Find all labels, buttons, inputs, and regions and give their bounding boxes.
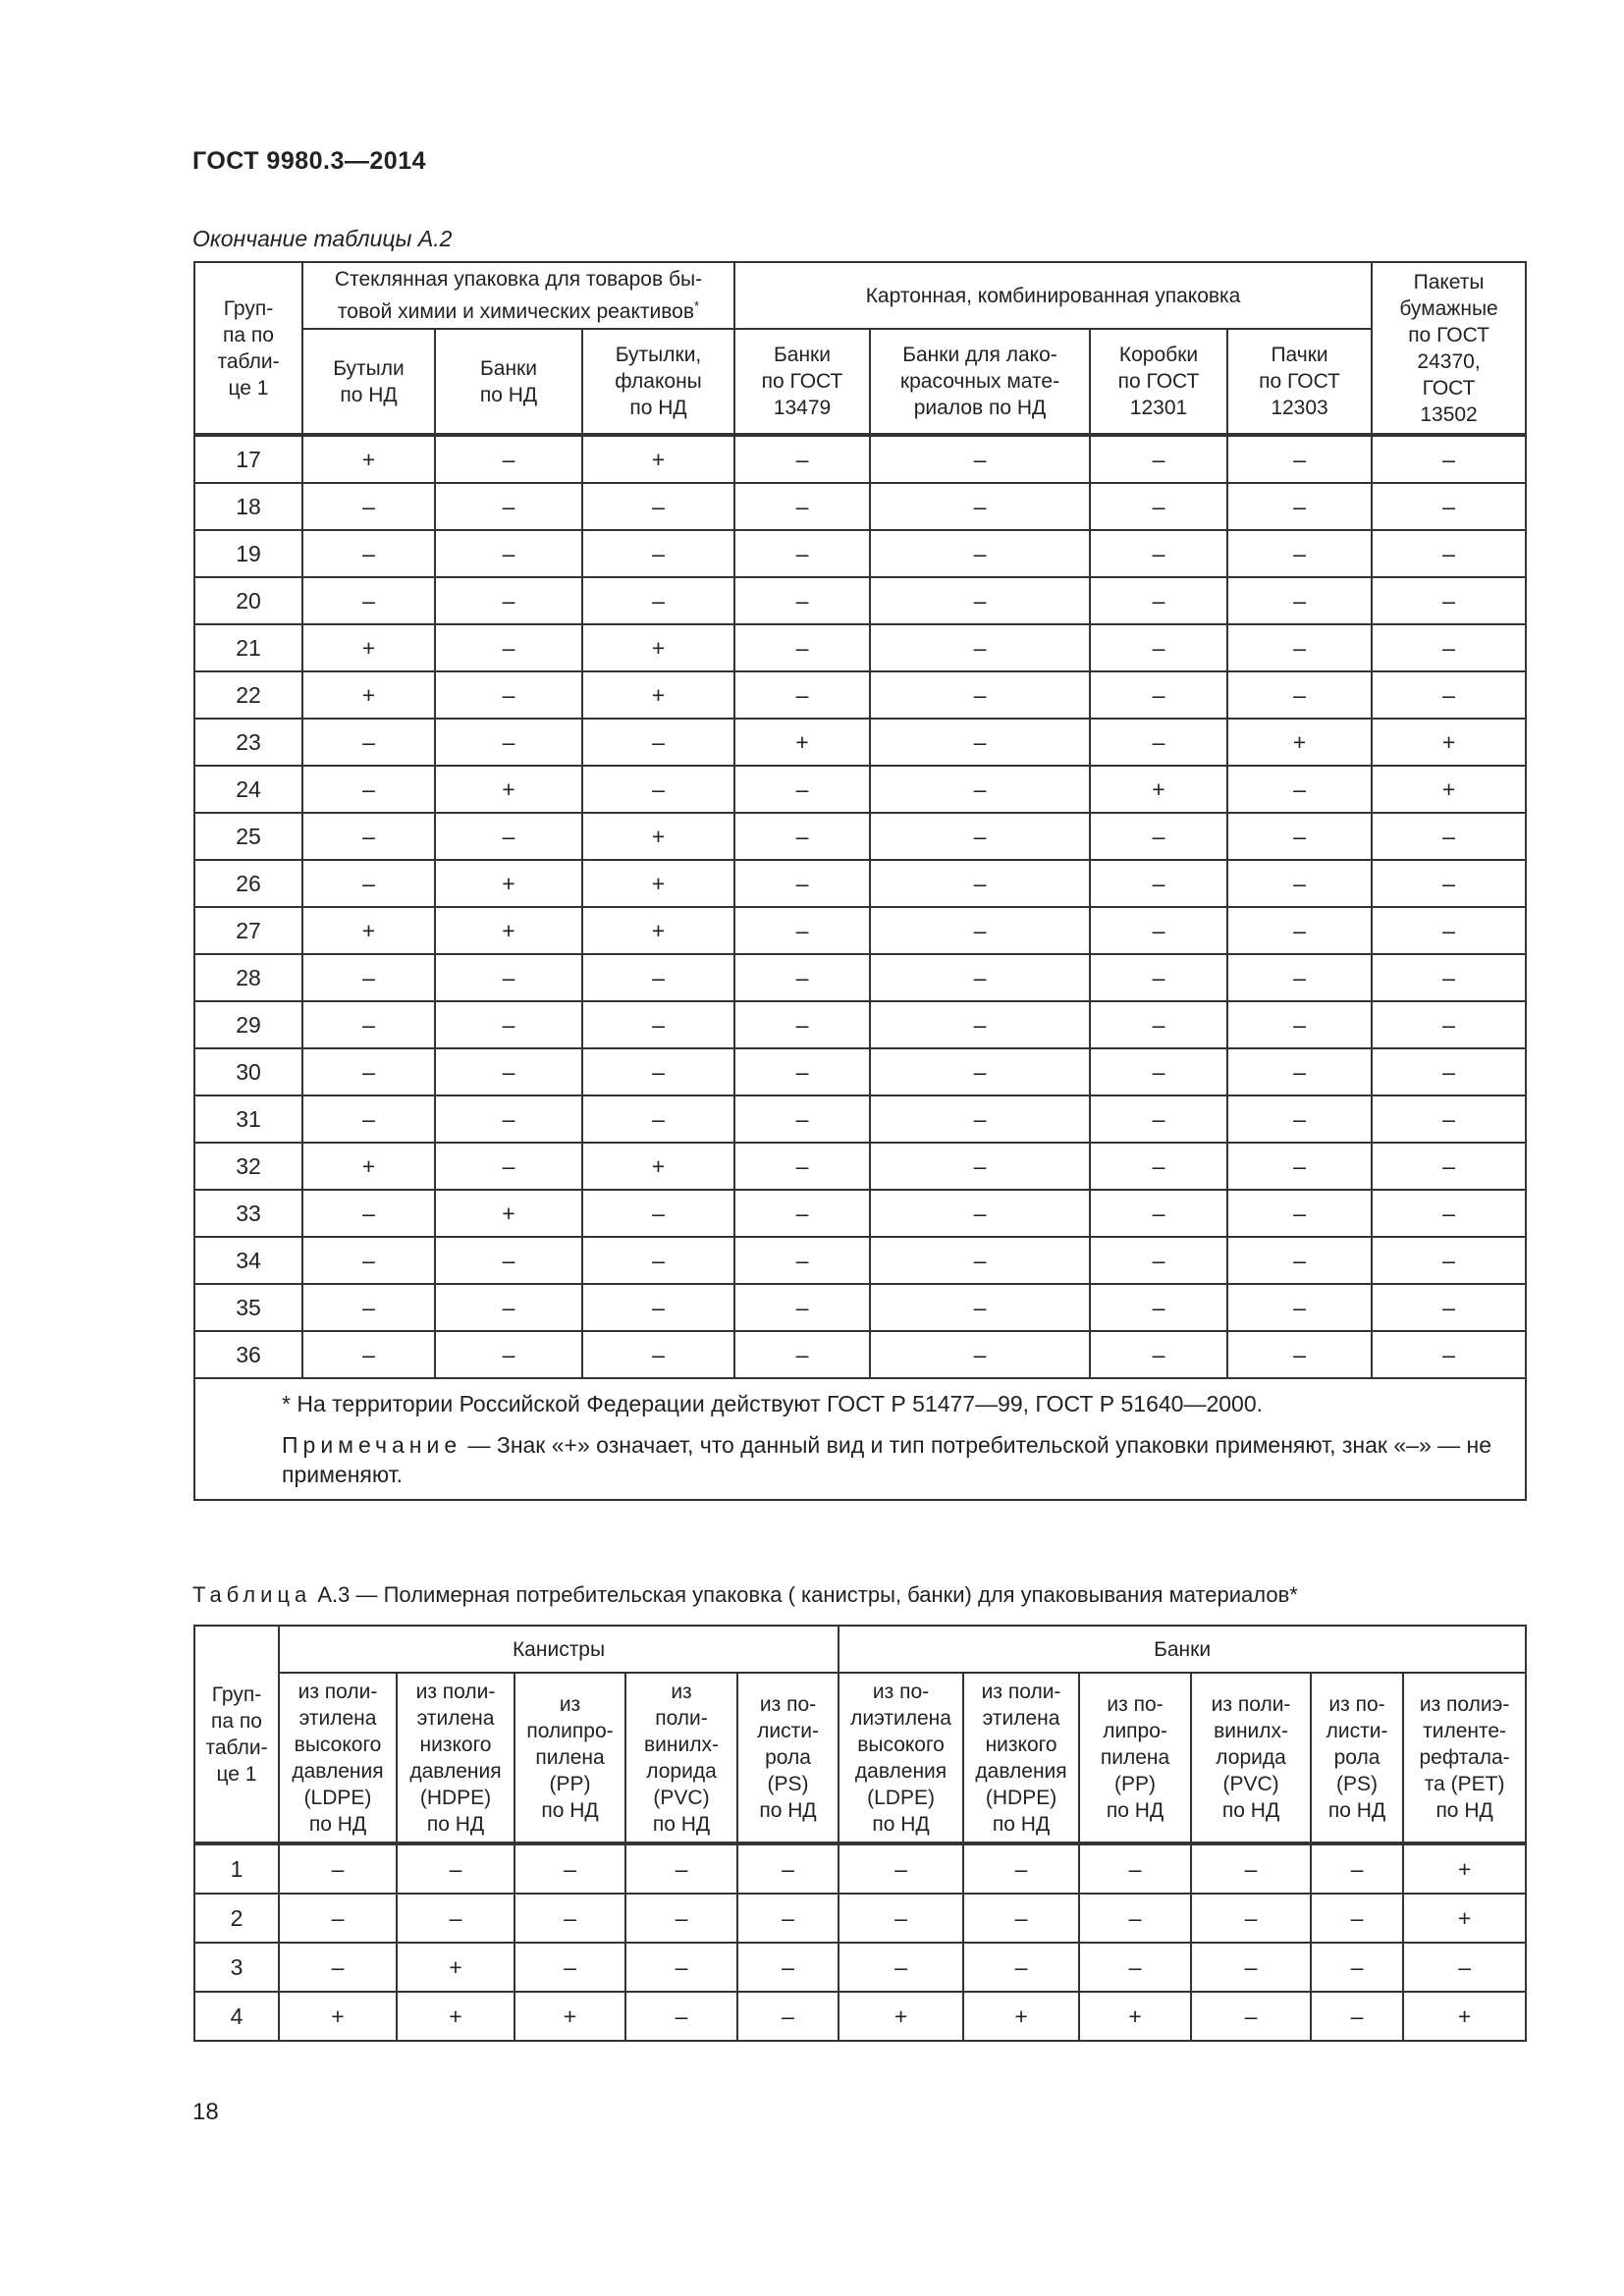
mark-cell: + xyxy=(582,907,734,954)
mark-cell: – xyxy=(1090,907,1227,954)
mark-cell: – xyxy=(1403,1943,1526,1992)
table-row xyxy=(194,1943,1526,1992)
sub-header: Коробки по ГОСТ 12301 xyxy=(1090,329,1227,435)
mark-cell: – xyxy=(435,624,582,671)
mark-cell: – xyxy=(1191,1992,1311,2041)
mark-cell: – xyxy=(870,577,1090,624)
table-row xyxy=(194,624,1526,671)
mark-cell: – xyxy=(1227,1143,1372,1190)
mark-cell: – xyxy=(1311,1992,1403,2041)
mark-cell: – xyxy=(514,1894,625,1943)
table-a2-continuation-title: Окончание таблицы А.2 xyxy=(192,226,453,251)
group-number-cell: 32 xyxy=(194,1143,302,1190)
mark-cell: + xyxy=(302,624,435,671)
mark-cell: – xyxy=(1227,1001,1372,1048)
group-number-cell: 2 xyxy=(194,1894,279,1943)
mark-cell: – xyxy=(435,1284,582,1331)
mark-cell: + xyxy=(397,1992,514,2041)
group-column-header: Груп- па по табли- це 1 xyxy=(194,262,302,435)
table-row xyxy=(194,1001,1526,1048)
mark-cell: – xyxy=(302,577,435,624)
mark-cell: – xyxy=(839,1943,963,1992)
mark-cell: – xyxy=(1372,954,1526,1001)
mark-cell: – xyxy=(1191,1843,1311,1894)
mark-cell: – xyxy=(1090,1284,1227,1331)
group-number-cell: 4 xyxy=(194,1992,279,2041)
mark-cell: – xyxy=(870,624,1090,671)
table-row xyxy=(194,483,1526,530)
mark-cell: – xyxy=(1090,483,1227,530)
mark-cell: – xyxy=(582,483,734,530)
mark-cell: – xyxy=(734,435,870,483)
mark-cell: – xyxy=(734,1143,870,1190)
page-number: 18 xyxy=(192,2099,219,2125)
mark-cell: – xyxy=(1090,671,1227,719)
table-row xyxy=(194,1284,1526,1331)
mark-cell: – xyxy=(435,1143,582,1190)
mark-cell: – xyxy=(582,719,734,766)
mark-cell: – xyxy=(435,671,582,719)
mark-cell: – xyxy=(302,530,435,577)
table-a3-body xyxy=(194,1843,1526,2041)
mark-cell: – xyxy=(734,1237,870,1284)
carton-packaging-header: Картонная, комбинированная упаковка xyxy=(734,262,1372,329)
mark-cell: – xyxy=(1372,1095,1526,1143)
group-number-cell: 24 xyxy=(194,766,302,813)
sub-header: Банки по НД xyxy=(435,329,582,435)
table-row xyxy=(194,577,1526,624)
mark-cell: + xyxy=(1090,766,1227,813)
mark-cell: – xyxy=(302,766,435,813)
mark-cell: – xyxy=(582,1190,734,1237)
sub-header: Банки для лако- красочных мате- риалов по НД xyxy=(870,329,1090,435)
mark-cell: – xyxy=(582,1001,734,1048)
mark-cell: – xyxy=(1090,813,1227,860)
mark-cell: – xyxy=(279,1894,397,1943)
mark-cell: – xyxy=(1372,1284,1526,1331)
sub-header: из по- липро- пилена (PP) по НД xyxy=(1079,1673,1191,1843)
mark-cell: – xyxy=(963,1943,1079,1992)
mark-cell: – xyxy=(1079,1894,1191,1943)
mark-cell: – xyxy=(737,1843,839,1894)
mark-cell: – xyxy=(963,1894,1079,1943)
mark-cell: – xyxy=(1311,1843,1403,1894)
mark-cell: – xyxy=(1227,671,1372,719)
mark-cell: – xyxy=(1227,577,1372,624)
mark-cell: – xyxy=(302,483,435,530)
mark-cell: – xyxy=(397,1843,514,1894)
mark-cell: – xyxy=(435,954,582,1001)
group-number-cell: 17 xyxy=(194,435,302,483)
mark-cell: – xyxy=(1372,671,1526,719)
glass-packaging-header: Стеклянная упаковка для товаров бы- товой химии и химических реактивов* xyxy=(302,262,734,329)
group-number-cell: 25 xyxy=(194,813,302,860)
mark-cell: – xyxy=(1372,483,1526,530)
mark-cell: – xyxy=(302,1095,435,1143)
mark-cell: – xyxy=(435,1001,582,1048)
mark-cell: – xyxy=(1372,860,1526,907)
mark-cell: – xyxy=(435,435,582,483)
mark-cell: – xyxy=(435,1048,582,1095)
mark-cell: + xyxy=(435,766,582,813)
mark-cell: + xyxy=(1403,1894,1526,1943)
mark-cell: – xyxy=(582,954,734,1001)
mark-cell: – xyxy=(734,530,870,577)
group-column-header: Груп- па по табли- це 1 xyxy=(194,1626,279,1843)
mark-cell: – xyxy=(1372,907,1526,954)
table-row xyxy=(194,1143,1526,1190)
mark-cell: + xyxy=(839,1992,963,2041)
mark-cell: – xyxy=(625,1943,737,1992)
mark-cell: – xyxy=(734,624,870,671)
canisters-header: Канистры xyxy=(279,1626,839,1673)
mark-cell: – xyxy=(1079,1943,1191,1992)
mark-cell: – xyxy=(582,577,734,624)
mark-cell: + xyxy=(582,860,734,907)
mark-cell: – xyxy=(435,719,582,766)
mark-cell: – xyxy=(435,577,582,624)
mark-cell: – xyxy=(1227,1331,1372,1378)
mark-cell: – xyxy=(1090,1143,1227,1190)
mark-cell: – xyxy=(1311,1894,1403,1943)
group-number-cell: 1 xyxy=(194,1843,279,1894)
mark-cell: – xyxy=(1227,1048,1372,1095)
mark-cell: – xyxy=(514,1943,625,1992)
group-number-cell: 33 xyxy=(194,1190,302,1237)
mark-cell: – xyxy=(1191,1943,1311,1992)
mark-cell: – xyxy=(1090,530,1227,577)
mark-cell: – xyxy=(870,671,1090,719)
mark-cell: – xyxy=(1090,954,1227,1001)
mark-cell: – xyxy=(870,1143,1090,1190)
table-row xyxy=(194,907,1526,954)
mark-cell: + xyxy=(1079,1992,1191,2041)
mark-cell: – xyxy=(1227,483,1372,530)
group-number-cell: 20 xyxy=(194,577,302,624)
table-row xyxy=(194,1048,1526,1095)
note-text: — Знак «+» означает, что данный вид и тип потребительской упаковки применяют, знак «–» — не применяют. xyxy=(282,1432,1492,1487)
mark-cell: – xyxy=(870,1237,1090,1284)
mark-cell: – xyxy=(839,1894,963,1943)
table-a3-title-label: Таблица xyxy=(192,1582,312,1607)
table-a3 xyxy=(193,1625,1527,2042)
mark-cell: – xyxy=(870,1001,1090,1048)
group-number-cell: 27 xyxy=(194,907,302,954)
mark-cell: – xyxy=(870,813,1090,860)
mark-cell: – xyxy=(302,1190,435,1237)
mark-cell: – xyxy=(737,1894,839,1943)
mark-cell: – xyxy=(435,1095,582,1143)
mark-cell: – xyxy=(870,1284,1090,1331)
table-row xyxy=(194,1992,1526,2041)
mark-cell: + xyxy=(302,907,435,954)
table-row xyxy=(194,671,1526,719)
mark-cell: – xyxy=(1227,435,1372,483)
sub-header: из по- листи- рола (PS) по НД xyxy=(1311,1673,1403,1843)
group-number-cell: 22 xyxy=(194,671,302,719)
mark-cell: – xyxy=(1372,813,1526,860)
mark-cell: – xyxy=(963,1843,1079,1894)
mark-cell: + xyxy=(435,907,582,954)
sub-header: из поли- этилена высокого давления (LDPE) по НД xyxy=(279,1673,397,1843)
sub-header: Пачки по ГОСТ 12303 xyxy=(1227,329,1372,435)
mark-cell: – xyxy=(625,1894,737,1943)
mark-cell: – xyxy=(1372,577,1526,624)
mark-cell: – xyxy=(1227,624,1372,671)
mark-cell: + xyxy=(1403,1843,1526,1894)
mark-cell: – xyxy=(1090,435,1227,483)
sub-header: из поли- винилх- лорида (PVC) по НД xyxy=(625,1673,737,1843)
note xyxy=(282,1430,1521,1489)
mark-cell: + xyxy=(582,624,734,671)
mark-cell: – xyxy=(302,1001,435,1048)
group-number-cell: 30 xyxy=(194,1048,302,1095)
mark-cell: – xyxy=(1372,1143,1526,1190)
mark-cell: – xyxy=(582,530,734,577)
sub-header: из по- лиэтилена высокого давления (LDPE) по НД xyxy=(839,1673,963,1843)
document-code: ГОСТ 9980.3—2014 xyxy=(192,147,427,175)
mark-cell: + xyxy=(302,435,435,483)
mark-cell: – xyxy=(582,1284,734,1331)
mark-cell: – xyxy=(302,813,435,860)
mark-cell: + xyxy=(302,671,435,719)
mark-cell: – xyxy=(1372,530,1526,577)
sub-header: из полипро- пилена (PP) по НД xyxy=(514,1673,625,1843)
mark-cell: – xyxy=(1090,1095,1227,1143)
mark-cell: – xyxy=(302,1284,435,1331)
mark-cell: – xyxy=(302,719,435,766)
table-row xyxy=(194,860,1526,907)
mark-cell: – xyxy=(1090,1001,1227,1048)
mark-cell: – xyxy=(870,435,1090,483)
mark-cell: – xyxy=(870,1331,1090,1378)
group-number-cell: 21 xyxy=(194,624,302,671)
group-number-cell: 18 xyxy=(194,483,302,530)
mark-cell: + xyxy=(279,1992,397,2041)
mark-cell: + xyxy=(1372,719,1526,766)
group-number-cell: 34 xyxy=(194,1237,302,1284)
mark-cell: – xyxy=(1079,1843,1191,1894)
table-a2 xyxy=(193,261,1527,1501)
mark-cell: – xyxy=(279,1943,397,1992)
mark-cell: – xyxy=(734,1095,870,1143)
mark-cell: – xyxy=(734,1001,870,1048)
mark-cell: – xyxy=(1372,1190,1526,1237)
mark-cell: – xyxy=(397,1894,514,1943)
table-row xyxy=(194,813,1526,860)
mark-cell: – xyxy=(1090,577,1227,624)
mark-cell: – xyxy=(870,860,1090,907)
mark-cell: – xyxy=(435,530,582,577)
table-row xyxy=(194,435,1526,483)
sub-header: из поли- винилх- лорида (PVC) по НД xyxy=(1191,1673,1311,1843)
jars-header: Банки xyxy=(839,1626,1526,1673)
mark-cell: – xyxy=(870,907,1090,954)
mark-cell: + xyxy=(582,435,734,483)
mark-cell: + xyxy=(302,1143,435,1190)
mark-cell: + xyxy=(435,860,582,907)
table-row xyxy=(194,1190,1526,1237)
mark-cell: – xyxy=(734,860,870,907)
mark-cell: – xyxy=(1227,1095,1372,1143)
mark-cell: – xyxy=(1090,860,1227,907)
paper-bags-header: Пакеты бумажные по ГОСТ 24370, ГОСТ 13502 xyxy=(1372,262,1526,435)
mark-cell: – xyxy=(582,1095,734,1143)
table-row xyxy=(194,1843,1526,1894)
mark-cell: – xyxy=(734,1284,870,1331)
group-number-cell: 26 xyxy=(194,860,302,907)
mark-cell: – xyxy=(870,766,1090,813)
mark-cell: – xyxy=(734,671,870,719)
mark-cell: – xyxy=(734,1190,870,1237)
group-number-cell: 29 xyxy=(194,1001,302,1048)
mark-cell: – xyxy=(1311,1943,1403,1992)
mark-cell: – xyxy=(435,813,582,860)
mark-cell: – xyxy=(734,1331,870,1378)
mark-cell: – xyxy=(625,1843,737,1894)
mark-cell: – xyxy=(839,1843,963,1894)
note-label: Примечание xyxy=(282,1432,462,1458)
mark-cell: – xyxy=(737,1943,839,1992)
mark-cell: – xyxy=(870,483,1090,530)
table-row xyxy=(194,530,1526,577)
mark-cell: – xyxy=(625,1992,737,2041)
mark-cell: + xyxy=(1403,1992,1526,2041)
table-row xyxy=(194,1331,1526,1378)
table-row xyxy=(194,766,1526,813)
mark-cell: – xyxy=(1372,624,1526,671)
sub-header: из полиэ- тиленте- рефтала- та (PET) по НД xyxy=(1403,1673,1526,1843)
mark-cell: – xyxy=(1227,1190,1372,1237)
mark-cell: – xyxy=(734,813,870,860)
sub-header: из поли- этилена низкого давления (HDPE) по НД xyxy=(963,1673,1079,1843)
mark-cell: + xyxy=(1227,719,1372,766)
group-number-cell: 3 xyxy=(194,1943,279,1992)
table-a3-title-text: А.3 — Полимерная потребительская упаковка ( канистры, банки) для упаковывания материалов* xyxy=(311,1582,1298,1607)
mark-cell: – xyxy=(870,530,1090,577)
table-a2-body xyxy=(194,435,1526,1378)
mark-cell: – xyxy=(870,1190,1090,1237)
mark-cell: – xyxy=(582,1048,734,1095)
mark-cell: – xyxy=(1227,813,1372,860)
mark-cell: – xyxy=(302,1048,435,1095)
table-a2-notes xyxy=(194,1378,1526,1500)
mark-cell: – xyxy=(734,1048,870,1095)
mark-cell: – xyxy=(582,1237,734,1284)
mark-cell: – xyxy=(734,483,870,530)
mark-cell: + xyxy=(963,1992,1079,2041)
mark-cell: – xyxy=(1227,907,1372,954)
mark-cell: – xyxy=(435,483,582,530)
mark-cell: + xyxy=(582,813,734,860)
group-number-cell: 36 xyxy=(194,1331,302,1378)
mark-cell: – xyxy=(870,954,1090,1001)
mark-cell: – xyxy=(1372,435,1526,483)
mark-cell: – xyxy=(1372,1048,1526,1095)
group-number-cell: 19 xyxy=(194,530,302,577)
mark-cell: + xyxy=(734,719,870,766)
table-row xyxy=(194,1095,1526,1143)
mark-cell: – xyxy=(1227,766,1372,813)
mark-cell: – xyxy=(734,577,870,624)
mark-cell: – xyxy=(1090,719,1227,766)
group-number-cell: 31 xyxy=(194,1095,302,1143)
sub-header: Банки по ГОСТ 13479 xyxy=(734,329,870,435)
mark-cell: – xyxy=(302,954,435,1001)
mark-cell: – xyxy=(1090,1331,1227,1378)
table-row xyxy=(194,954,1526,1001)
mark-cell: – xyxy=(1372,1001,1526,1048)
mark-cell: – xyxy=(870,719,1090,766)
sub-header: из по- листи- рола (PS) по НД xyxy=(737,1673,839,1843)
mark-cell: – xyxy=(582,766,734,813)
group-number-cell: 23 xyxy=(194,719,302,766)
mark-cell: – xyxy=(435,1331,582,1378)
mark-cell: + xyxy=(582,1143,734,1190)
mark-cell: – xyxy=(1090,1237,1227,1284)
sub-header: Бутылки, флаконы по НД xyxy=(582,329,734,435)
mark-cell: + xyxy=(514,1992,625,2041)
mark-cell: + xyxy=(582,671,734,719)
mark-cell: – xyxy=(302,1237,435,1284)
mark-cell: – xyxy=(1372,1237,1526,1284)
mark-cell: – xyxy=(734,907,870,954)
table-row xyxy=(194,1894,1526,1943)
mark-cell: – xyxy=(1090,1190,1227,1237)
mark-cell: – xyxy=(734,954,870,1001)
sub-header: из поли- этилена низкого давления (HDPE) по НД xyxy=(397,1673,514,1843)
mark-cell: – xyxy=(279,1843,397,1894)
table-row xyxy=(194,1237,1526,1284)
mark-cell: – xyxy=(1372,1331,1526,1378)
mark-cell: – xyxy=(435,1237,582,1284)
group-number-cell: 28 xyxy=(194,954,302,1001)
mark-cell: – xyxy=(1227,1284,1372,1331)
mark-cell: – xyxy=(870,1048,1090,1095)
mark-cell: – xyxy=(1090,1048,1227,1095)
mark-cell: – xyxy=(1090,624,1227,671)
mark-cell: – xyxy=(1227,530,1372,577)
mark-cell: + xyxy=(1372,766,1526,813)
mark-cell: – xyxy=(1191,1894,1311,1943)
mark-cell: – xyxy=(734,766,870,813)
mark-cell: – xyxy=(1227,954,1372,1001)
mark-cell: + xyxy=(435,1190,582,1237)
mark-cell: – xyxy=(302,1331,435,1378)
group-number-cell: 35 xyxy=(194,1284,302,1331)
mark-cell: – xyxy=(737,1992,839,2041)
mark-cell: – xyxy=(1227,1237,1372,1284)
mark-cell: – xyxy=(870,1095,1090,1143)
mark-cell: – xyxy=(302,860,435,907)
sub-header: Бутыли по НД xyxy=(302,329,435,435)
table-a3-title xyxy=(192,1582,1298,1608)
mark-cell: – xyxy=(514,1843,625,1894)
mark-cell: – xyxy=(582,1331,734,1378)
mark-cell: – xyxy=(1227,860,1372,907)
footnote: * На территории Российской Федерации действуют ГОСТ Р 51477—99, ГОСТ Р 51640—2000. xyxy=(282,1391,1264,1416)
table-row xyxy=(194,719,1526,766)
mark-cell: + xyxy=(397,1943,514,1992)
